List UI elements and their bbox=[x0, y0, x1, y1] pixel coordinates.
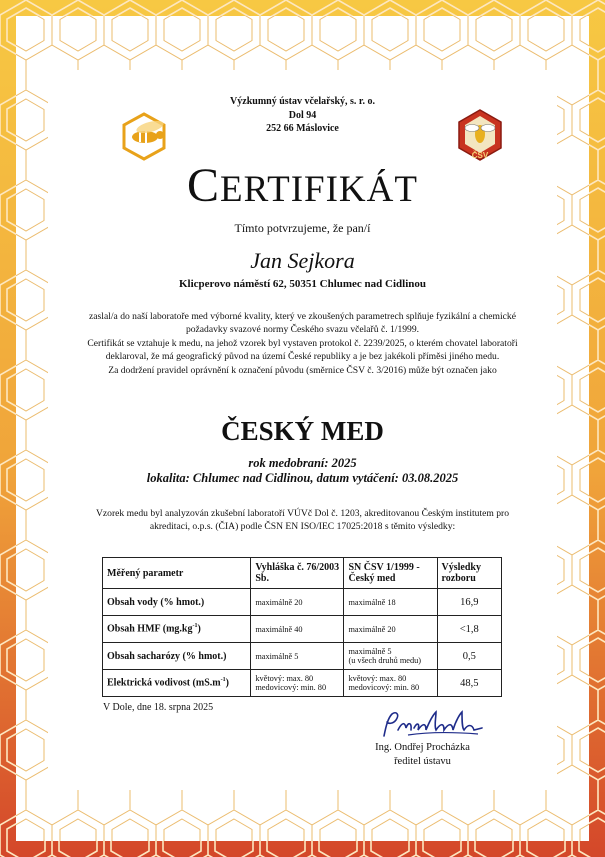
param-sup: -1 bbox=[192, 623, 198, 630]
bee-hexagon-logo bbox=[118, 110, 174, 164]
analysis-text: Vzorek medu byl analyzován zkušební laboratoří VÚVč Dol č. 1203, akreditovanou Českým institutem pro akreditaci, o.p.s. (ČIA) podle ČSN EN ISO/IEC 17025:2018 s těmito výsledky: bbox=[95, 508, 510, 533]
paragraph-2: Certifikát se vztahuje k medu, na jehož vzorek byl vystaven protokol č. 2239/2025, o kterém chovatel laboratoři deklaroval, že má geografický původ na území České republiky a je bez jakékoli příměsi jiného medu. bbox=[87, 337, 518, 363]
header-param: Měřený parametr bbox=[103, 558, 251, 589]
law-cell: maximálně 5 bbox=[251, 643, 344, 670]
paragraph-1: zaslal/a do naší laboratoře med výborné kvality, který ve zkoušených parametrech splňuje fyzikální a chemické požadavky svazové normy Českého svazu včelařů č. 1/1999. bbox=[89, 311, 516, 336]
sn-cell bbox=[344, 643, 437, 670]
table-header-row bbox=[103, 558, 502, 589]
param-cell bbox=[103, 670, 251, 697]
param-cell: Obsah vody (% hmot.) bbox=[103, 589, 251, 616]
csv-emblem-text: ČSV bbox=[471, 151, 489, 160]
sn-cell bbox=[344, 670, 437, 697]
param-text: Elektrická vodivost (mS.m bbox=[107, 677, 221, 689]
recipient-name: Jan Sejkora bbox=[250, 248, 355, 273]
locality-date: lokalita: Chlumec nad Cidlinou, datum vytáčení: 03.08.2025 bbox=[146, 471, 459, 485]
institute-name: Výzkumný ústav včelařský, s. r. o. bbox=[230, 96, 375, 107]
law-value-1: květový: max. 80 bbox=[255, 674, 314, 683]
param-cell: Obsah sacharózy (% hmot.) bbox=[103, 643, 251, 670]
signature-image bbox=[378, 708, 488, 742]
institute-header bbox=[0, 95, 605, 136]
sn-cell: maximálně 18 bbox=[344, 589, 437, 616]
param-text: Obsah HMF (mg.kg bbox=[107, 623, 193, 635]
law-cell bbox=[251, 670, 344, 697]
param-cell bbox=[103, 616, 251, 643]
institute-city: 252 66 Máslovice bbox=[266, 123, 339, 134]
law-cell: maximálně 20 bbox=[251, 589, 344, 616]
harvest-year: rok medobraní: 2025 bbox=[248, 456, 357, 470]
param-sup: -1 bbox=[220, 677, 226, 684]
certificate-title bbox=[0, 160, 605, 216]
paragraph-3: Za dodržení pravidel oprávnění k označení původu (směrnice ČSV č. 3/2016) může být označen jako bbox=[108, 364, 497, 376]
recipient-address: Klicperovo náměstí 62, 50351 Chlumec nad Cidlinou bbox=[178, 278, 426, 290]
param-end: ) bbox=[197, 623, 201, 635]
header-result: Výsledky rozboru bbox=[437, 558, 501, 589]
law-value-2: medovicový: min. 80 bbox=[255, 683, 327, 692]
institute-street: Dol 94 bbox=[288, 109, 317, 121]
param-end: ) bbox=[225, 677, 229, 689]
table-row bbox=[103, 670, 502, 697]
signatory bbox=[340, 741, 505, 769]
csv-emblem-logo bbox=[455, 108, 505, 166]
sn-value-1: květový: max. 80 bbox=[348, 674, 407, 683]
header-sn: SN ČSV 1/1999 - Český med bbox=[344, 558, 437, 589]
sn-note: (u všech druhů medu) bbox=[348, 656, 422, 665]
place-date: V Dole, dne 18. srpna 2025 bbox=[103, 702, 214, 713]
title-first-letter: C bbox=[187, 159, 221, 212]
header-law: Vyhláška č. 76/2003 Sb. bbox=[251, 558, 344, 589]
result-cell: 0,5 bbox=[437, 643, 501, 670]
table-row bbox=[103, 589, 502, 616]
title-rest: ERTIFIKÁT bbox=[220, 169, 418, 210]
certificate-paragraph bbox=[85, 310, 520, 377]
confirm-text: Tímto potvrzujeme, že pan/í bbox=[234, 221, 371, 235]
sn-value-2: medovicový: min. 80 bbox=[348, 683, 420, 692]
table-row bbox=[103, 616, 502, 643]
product-name: ČESKÝ MED bbox=[221, 416, 384, 446]
table-row bbox=[103, 643, 502, 670]
law-cell: maximálně 40 bbox=[251, 616, 344, 643]
result-cell: 48,5 bbox=[437, 670, 501, 697]
signatory-name: Ing. Ondřej Procházka bbox=[375, 742, 470, 753]
sn-cell: maximálně 20 bbox=[344, 616, 437, 643]
signatory-role: ředitel ústavu bbox=[394, 756, 451, 767]
sn-value: maximálně 5 bbox=[348, 647, 392, 656]
result-cell: <1,8 bbox=[437, 616, 501, 643]
result-cell: 16,9 bbox=[437, 589, 501, 616]
results-table bbox=[102, 557, 502, 697]
